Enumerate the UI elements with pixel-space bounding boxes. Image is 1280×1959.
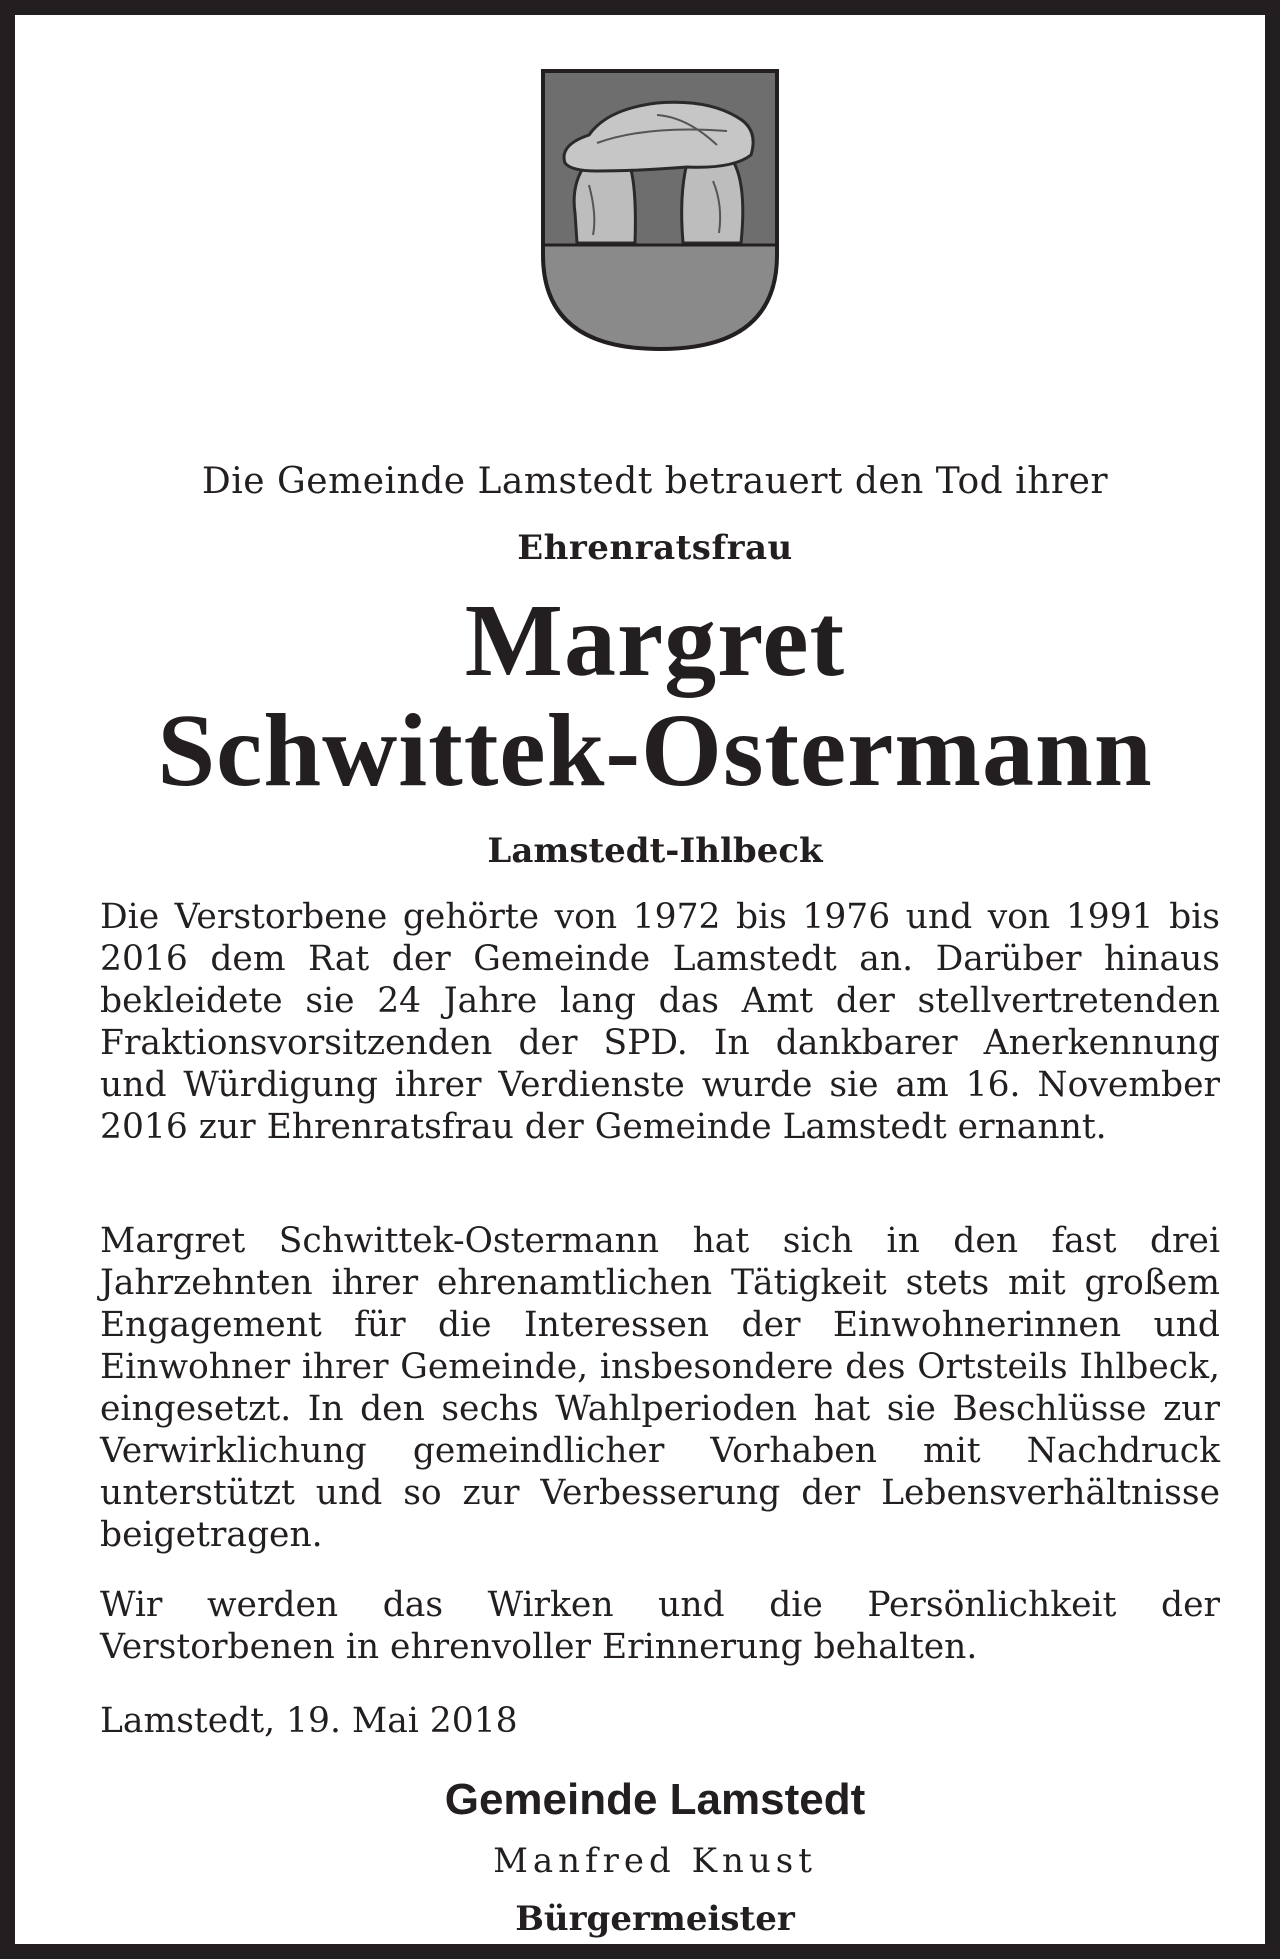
signer-role: Bürgermeister bbox=[515, 1899, 795, 1939]
paragraph-remembrance: Wir werden das Wirken und die Persönlichkeit der Verstorbenen in ehrenvoller Erinnerung behalten. bbox=[100, 1585, 1220, 1667]
dateline: Lamstedt, 19. Mai 2018 bbox=[100, 1701, 518, 1741]
signer-name: Manfred Knust bbox=[493, 1841, 817, 1881]
intro-line: Die Gemeinde Lamstedt betrauert den Tod ihrer bbox=[201, 461, 1109, 502]
paragraph-engagement: Margret Schwittek-Ostermann hat sich in den fast drei Jahrzehnten ihrer ehrenamtlichen Tätigkeit stets mit großem Engagement für die Interessen der Einwohnerinnen und Einwohner ihrer Gemeinde, insbesondere des Ortsteils Ihlbeck, eingesetzt. In den sechs Wahlperioden hat sie Beschlüsse zur Verwirklichung gemeindlicher Vorhaben mit Nachdruck unterstützt und so zur Verbesserung der Lebensverhältnisse beigetragen. bbox=[100, 1221, 1220, 1555]
organization-name: Gemeinde Lamstedt bbox=[444, 1775, 866, 1824]
obituary-notice bbox=[30, 30, 1280, 1959]
honor-title: Ehrenratsfrau bbox=[517, 528, 793, 568]
coat-of-arms-icon bbox=[537, 65, 783, 355]
place-of-residence: Lamstedt-Ihlbeck bbox=[487, 831, 823, 871]
deceased-name-last: Schwittek-Ostermann bbox=[157, 693, 1153, 808]
paragraph-career: Die Verstorbene gehörte von 1972 bis 1976 und von 1991 bis 2016 dem Rat der Gemeinde Lamstedt an. Darüber hinaus bekleidete sie 24 Jahre lang das Amt der stellvertretenden Fraktionsvorsitzenden der SPD. In dankbarer Anerkennung und Würdigung ihrer Verdienste wurde sie am 16. November 2016 zur Ehrenratsfrau der Gemeinde Lamstedt ernannt. bbox=[100, 897, 1220, 1147]
deceased-name-first: Margret bbox=[464, 583, 846, 698]
